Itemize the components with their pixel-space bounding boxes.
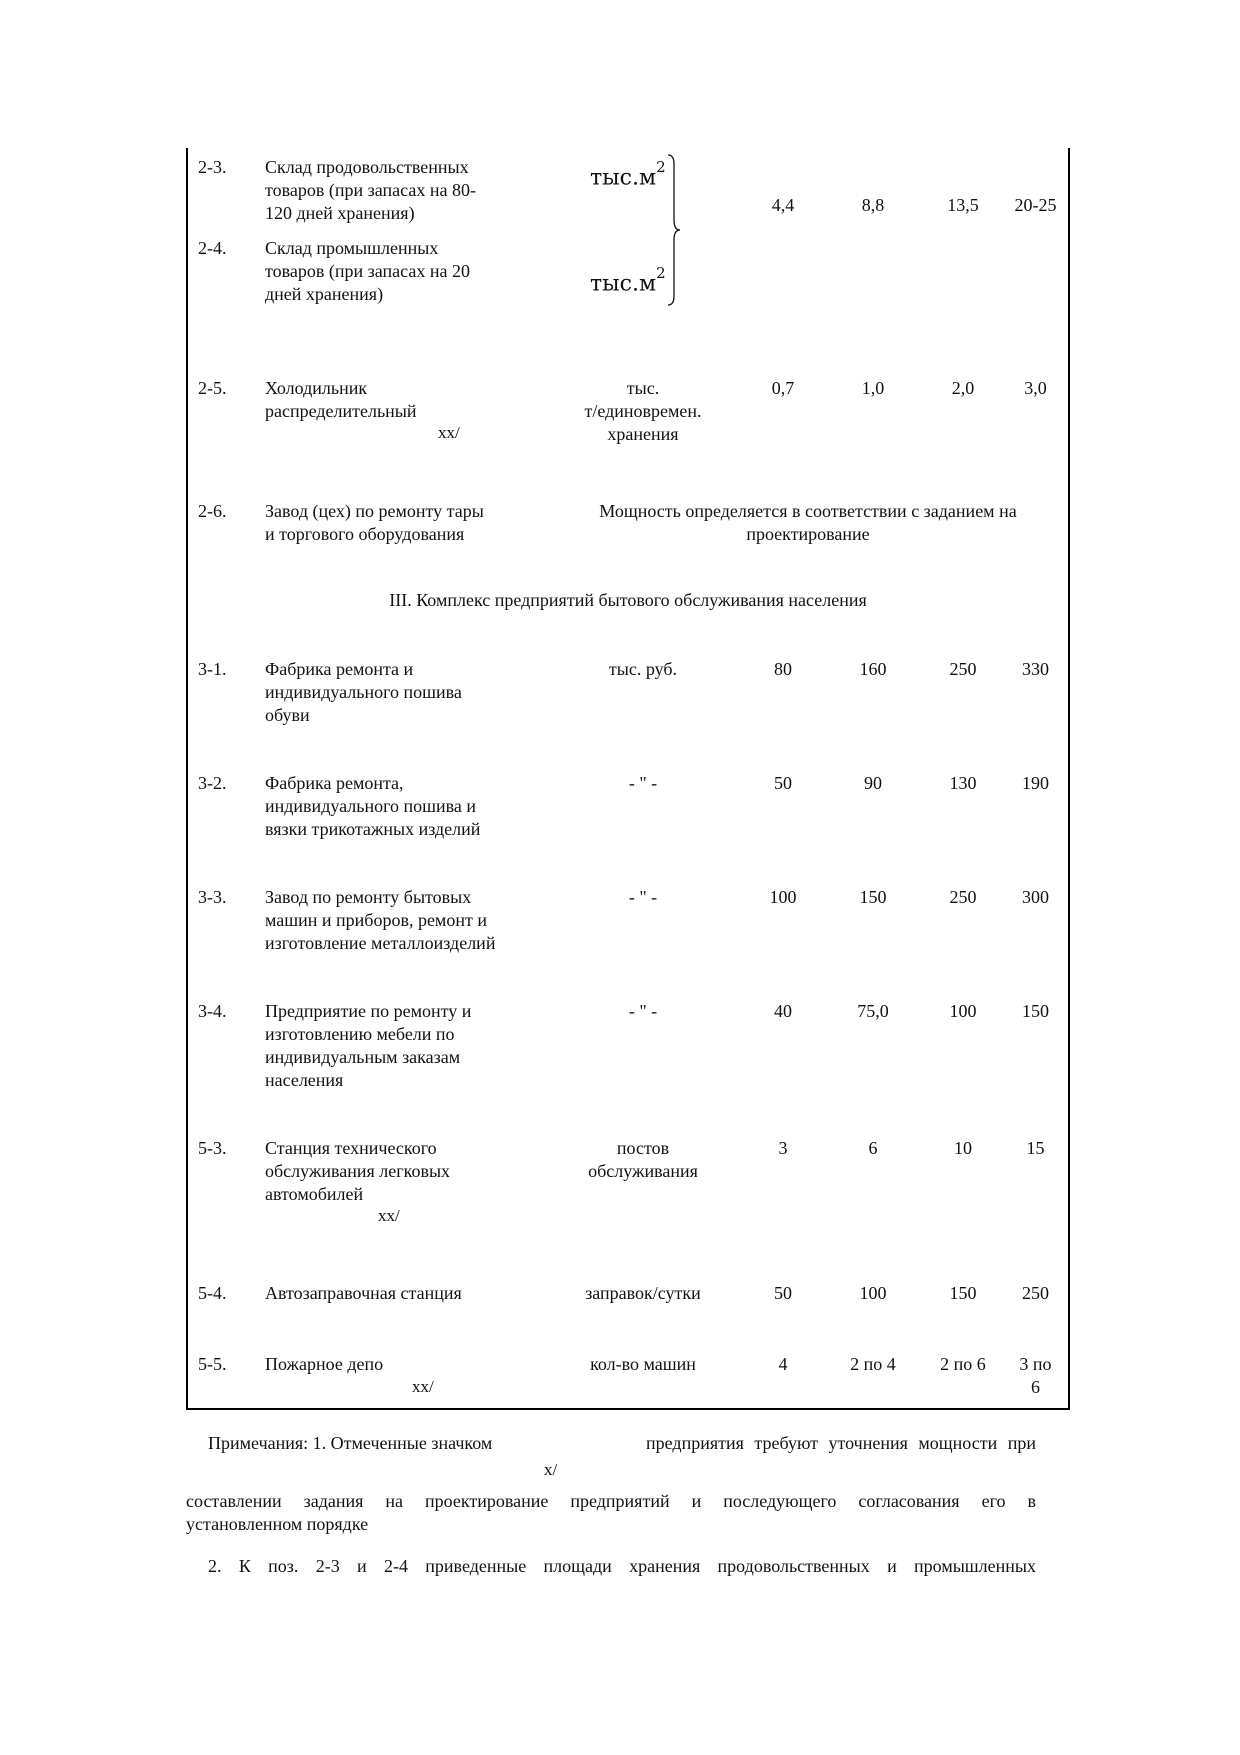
name-line: Склад продовольственных bbox=[265, 157, 469, 177]
row-name bbox=[265, 1000, 535, 1092]
row-unit: заправок/сутки bbox=[585, 1283, 701, 1303]
name-line: Завод по ремонту бытовых bbox=[265, 887, 472, 907]
value-col-4: 250 bbox=[1022, 1283, 1049, 1303]
value-col-3: 13,5 bbox=[947, 195, 979, 215]
note-1-line-2: составлении задания на проектирование предприятий и последующего согласования его в bbox=[186, 1491, 1036, 1511]
value-col-2: 6 bbox=[868, 1138, 878, 1158]
row-number: 3-1. bbox=[198, 659, 227, 679]
unit-text: тыс.м bbox=[590, 165, 657, 191]
row-unit bbox=[548, 1137, 738, 1183]
name-line: вязки трикотажных изделий bbox=[265, 819, 481, 839]
value-col-4: 330 bbox=[1022, 659, 1049, 679]
span-line: проектирование bbox=[746, 524, 870, 544]
unit-line: т/единовремен. bbox=[584, 401, 702, 421]
row-name bbox=[265, 156, 535, 225]
name-line: автомобилей bbox=[265, 1184, 364, 1204]
name-line: Холодильник bbox=[265, 378, 368, 398]
value-col-4: 150 bbox=[1022, 1001, 1049, 1021]
unit-line: тыс. bbox=[626, 378, 660, 398]
name-line: обслуживания легковых bbox=[265, 1161, 451, 1181]
row-unit: тыс. руб. bbox=[608, 659, 678, 679]
row-number: 3-4. bbox=[198, 1001, 227, 1021]
value-col-3: 2 по 6 bbox=[940, 1354, 986, 1374]
name-line: Предприятие по ремонту и bbox=[265, 1001, 472, 1021]
row-name bbox=[265, 377, 535, 423]
value-col-1: 80 bbox=[774, 659, 792, 679]
value-col-3: 250 bbox=[949, 887, 977, 907]
name-line: обуви bbox=[265, 705, 310, 725]
row-name bbox=[265, 1137, 535, 1206]
value-col-2: 160 bbox=[859, 659, 887, 679]
name-line: индивидуального пошива и bbox=[265, 796, 477, 816]
value-col-2: 8,8 bbox=[861, 195, 885, 215]
name-line: товаров (при запасах на 80- bbox=[265, 180, 476, 200]
value-col-4: 3,0 bbox=[1024, 378, 1047, 398]
value-col-2: 75,0 bbox=[857, 1001, 889, 1021]
value-col-2: 2 по 4 bbox=[850, 1354, 896, 1374]
note-1-line-3: установленном порядке bbox=[186, 1514, 369, 1534]
value-col-1: 40 bbox=[774, 1001, 792, 1021]
row-unit bbox=[548, 377, 738, 446]
value-col-3: 2,0 bbox=[951, 378, 975, 398]
unit-line: обслуживания bbox=[588, 1161, 698, 1181]
name-line: изготовлению мебели по bbox=[265, 1024, 455, 1044]
row-number: 3-3. bbox=[198, 887, 227, 907]
note-1-continuation: предприятия требуют уточнения мощности при bbox=[646, 1433, 1036, 1453]
table-bottom-border bbox=[186, 1408, 1070, 1410]
unit-thousand-sqm bbox=[590, 160, 666, 189]
name-line: Станция технического bbox=[265, 1138, 437, 1158]
value-col-1: 100 bbox=[769, 887, 797, 907]
value-col-2: 1,0 bbox=[861, 378, 885, 398]
value-col-3: 250 bbox=[949, 659, 977, 679]
value-col-4: 15 bbox=[1026, 1138, 1045, 1158]
name-line: индивидуальным заказам bbox=[265, 1047, 461, 1067]
name-line: машин и приборов, ремонт и bbox=[265, 910, 487, 930]
row-name: Автозаправочная станция bbox=[265, 1283, 462, 1303]
unit-thousand-sqm bbox=[590, 266, 666, 295]
row-number: 3-2. bbox=[198, 773, 227, 793]
row-unit: - " - bbox=[628, 1001, 658, 1021]
row-name bbox=[265, 772, 535, 841]
row-number: 5-3. bbox=[198, 1138, 227, 1158]
name-line: товаров (при запасах на 20 bbox=[265, 261, 470, 281]
row-number: 5-4. bbox=[198, 1283, 227, 1303]
value-col-1: 4 bbox=[778, 1354, 788, 1374]
value-line: 3 по bbox=[1019, 1354, 1052, 1374]
value-col-4: 300 bbox=[1022, 887, 1049, 907]
unit-line: постов bbox=[616, 1138, 670, 1158]
unit-superscript: 2 bbox=[656, 158, 666, 176]
value-col-3: 10 bbox=[954, 1138, 972, 1158]
value-col-1: 50 bbox=[774, 773, 792, 793]
row-number: 2-6. bbox=[198, 501, 227, 521]
notes-block bbox=[186, 1432, 1046, 1578]
span-line: Мощность определяется в соответствии с заданием на bbox=[599, 501, 1017, 521]
name-line: изготовление металлоизделий bbox=[265, 933, 496, 953]
value-col-4: 20-25 bbox=[1014, 195, 1057, 215]
name-line: 120 дней хранения) bbox=[265, 203, 415, 223]
row-unit: кол-во машин bbox=[590, 1354, 696, 1374]
value-col-4 bbox=[1003, 1353, 1068, 1399]
name-line: индивидуального пошива bbox=[265, 682, 462, 702]
value-col-3: 150 bbox=[949, 1283, 977, 1303]
curly-brace-icon bbox=[666, 154, 686, 306]
value-col-1: 50 bbox=[774, 1283, 792, 1303]
row-number: 2-3. bbox=[198, 157, 227, 177]
value-col-4: 190 bbox=[1022, 773, 1049, 793]
value-col-1: 3 bbox=[778, 1138, 788, 1158]
name-line: Завод (цех) по ремонту тары bbox=[265, 501, 484, 521]
unit-text: тыс.м bbox=[590, 271, 657, 297]
row-name bbox=[265, 886, 535, 955]
row-unit: - " - bbox=[628, 773, 658, 793]
note-1-first-line bbox=[186, 1432, 1046, 1478]
name-line: дней хранения) bbox=[265, 284, 384, 304]
value-col-1: 4,4 bbox=[771, 195, 795, 215]
value-col-1: 0,7 bbox=[771, 378, 795, 398]
name-line: населения bbox=[265, 1070, 344, 1090]
value-col-2: 100 bbox=[859, 1283, 887, 1303]
value-col-2: 150 bbox=[859, 887, 887, 907]
name-line: Фабрика ремонта и bbox=[265, 659, 414, 679]
footnote-marker: xx/ bbox=[438, 423, 460, 442]
footnote-marker: xx/ bbox=[378, 1206, 400, 1225]
note-1-lead: Примечания: 1. Отмеченные значком bbox=[208, 1433, 493, 1453]
section-title: III. Комплекс предприятий бытового обслуживания населения bbox=[389, 590, 867, 610]
name-line: распределительный bbox=[265, 401, 417, 421]
row-number: 2-4. bbox=[198, 238, 227, 258]
value-col-2: 90 bbox=[864, 773, 882, 793]
value-line: 6 bbox=[1031, 1377, 1040, 1397]
row-number: 5-5. bbox=[198, 1354, 227, 1374]
row-name bbox=[265, 237, 535, 306]
value-col-3: 130 bbox=[949, 773, 977, 793]
name-line: Склад промышленных bbox=[265, 238, 439, 258]
row-name bbox=[265, 500, 535, 546]
unit-superscript: 2 bbox=[656, 264, 666, 282]
footnote-marker: xx/ bbox=[412, 1377, 434, 1396]
capacity-table bbox=[186, 148, 1070, 1410]
footnote-marker: x/ bbox=[544, 1460, 558, 1479]
row-name bbox=[265, 658, 535, 727]
name-line: и торгового оборудования bbox=[265, 524, 465, 544]
row-number: 2-5. bbox=[198, 378, 227, 398]
row-name: Пожарное депо bbox=[265, 1354, 384, 1374]
note-2-line-1: 2. К поз. 2-3 и 2-4 приведенные площади хранения продовольственных и промышленных bbox=[208, 1556, 1036, 1576]
row-unit: - " - bbox=[628, 887, 658, 907]
capacity-note-span bbox=[548, 500, 1068, 546]
value-col-3: 100 bbox=[949, 1001, 977, 1021]
unit-line: хранения bbox=[607, 424, 679, 444]
name-line: Фабрика ремонта, bbox=[265, 773, 404, 793]
